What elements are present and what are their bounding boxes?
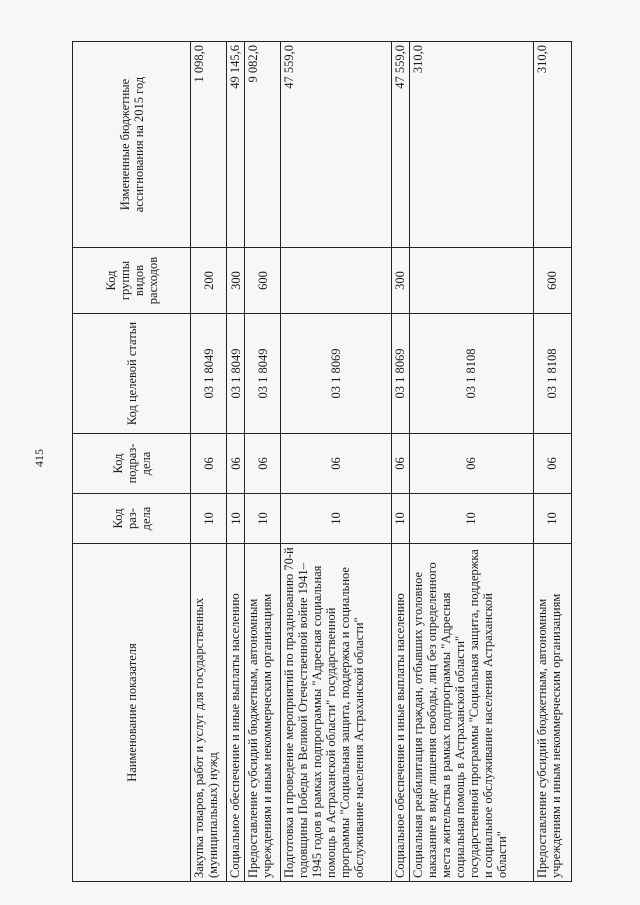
cell-celevaya: 03 1 8049 (191, 314, 227, 434)
cell-name: Социальная реабилитация граждан, отбывших уголовное наказание в виде лишения свободы, лиц без определенного места жительства в рамках подпрограммы "Адресная социальная помощь в Астраханской области" государственной программы "Социальная защита, поддержка и социальное обслуживание населения Астраханской области" (409, 544, 533, 882)
cell-podrazdel: 06 (281, 434, 391, 494)
header-name: Наименование показателя (73, 544, 191, 882)
table-header-row (73, 42, 191, 882)
budget-table (72, 41, 572, 882)
cell-name: Социальное обеспечение и иные выплаты населению (391, 544, 409, 882)
cell-podrazdel: 06 (533, 434, 571, 494)
header-amount: Измененные бюджетные ассигнования на 2015 год (73, 42, 191, 248)
cell-razdel: 10 (409, 494, 533, 544)
cell-razdel: 10 (391, 494, 409, 544)
cell-razdel: 10 (227, 494, 245, 544)
cell-name: Закупка товаров, работ и услуг для государственных (муниципальных) нужд (191, 544, 227, 882)
cell-amount: 310,0 (409, 42, 533, 248)
cell-celevaya: 03 1 8069 (391, 314, 409, 434)
cell-amount: 47 559,0 (391, 42, 409, 248)
cell-amount: 1 098,0 (191, 42, 227, 248)
table-row (533, 42, 571, 882)
cell-podrazdel: 06 (227, 434, 245, 494)
cell-razdel: 10 (533, 494, 571, 544)
cell-gruppa (409, 248, 533, 314)
table-row (191, 42, 227, 882)
cell-amount: 49 145,6 (227, 42, 245, 248)
cell-amount: 47 559,0 (281, 42, 391, 248)
cell-gruppa: 200 (191, 248, 227, 314)
cell-razdel: 10 (245, 494, 281, 544)
cell-name: Социальное обеспечение и иные выплаты населению (227, 544, 245, 882)
cell-name: Предоставление субсидий бюджетным, автономным учреждениям и иным некоммерческим организациям (245, 544, 281, 882)
page-number: 415 (32, 449, 46, 467)
cell-amount: 310,0 (533, 42, 571, 248)
header-celevaya: Код целевой статьи (73, 314, 191, 434)
cell-amount: 9 082,0 (245, 42, 281, 248)
cell-gruppa: 600 (245, 248, 281, 314)
table-row (281, 42, 391, 882)
cell-podrazdel: 06 (409, 434, 533, 494)
cell-celevaya: 03 1 8108 (409, 314, 533, 434)
table-row (391, 42, 409, 882)
cell-razdel: 10 (191, 494, 227, 544)
cell-gruppa: 600 (533, 248, 571, 314)
rotated-table-wrapper (72, 42, 572, 882)
header-gruppa: Код группы видов расходов (73, 248, 191, 314)
table-row (409, 42, 533, 882)
cell-gruppa (281, 248, 391, 314)
cell-gruppa: 300 (227, 248, 245, 314)
table-row (227, 42, 245, 882)
cell-name: Подготовка и проведение мероприятий по празднованию 70-й годовщины Победы в Великой Отечественной войне 1941–1945 годов в рамках подпрограммы "Адресная социальная помощь в Астраханской области" государственной программы "Социальная защита, поддержка и социальное обслуживание населения Астраханской области" (281, 544, 391, 882)
header-podrazdel: Код подраз- дела (73, 434, 191, 494)
cell-podrazdel: 06 (391, 434, 409, 494)
cell-celevaya: 03 1 8049 (227, 314, 245, 434)
cell-celevaya: 03 1 8108 (533, 314, 571, 434)
cell-celevaya: 03 1 8069 (281, 314, 391, 434)
table-row (245, 42, 281, 882)
cell-gruppa: 300 (391, 248, 409, 314)
cell-razdel: 10 (281, 494, 391, 544)
cell-celevaya: 03 1 8049 (245, 314, 281, 434)
header-razdel: Код раз- дела (73, 494, 191, 544)
cell-name: Предоставление субсидий бюджетным, автономным учреждениям и иным некоммерческим организациям (533, 544, 571, 882)
cell-podrazdel: 06 (245, 434, 281, 494)
cell-podrazdel: 06 (191, 434, 227, 494)
